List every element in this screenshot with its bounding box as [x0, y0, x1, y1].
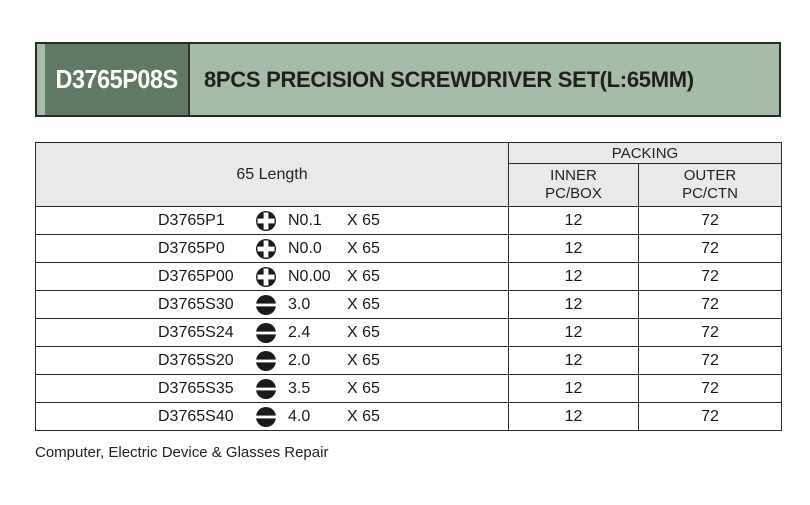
item-code: D3765S20 — [158, 352, 234, 369]
phillips-icon — [255, 238, 277, 260]
product-header — [35, 42, 781, 117]
spec-table — [35, 142, 782, 431]
item-code: D3765S24 — [158, 324, 234, 341]
outer-qty: 72 — [639, 291, 782, 319]
tip-size: 3.5 — [288, 380, 311, 397]
product-title: 8PCS PRECISION SCREWDRIVER SET(L:65MM) — [204, 66, 694, 92]
table-row — [36, 347, 782, 375]
inner-qty: 12 — [509, 235, 639, 263]
slotted-icon — [255, 294, 277, 316]
item-description — [36, 375, 509, 403]
inner-header — [509, 164, 639, 207]
inner-qty: 12 — [509, 263, 639, 291]
shaft-length: X 65 — [347, 296, 380, 313]
inner-header-text: INNER PC/BOX — [545, 167, 602, 202]
table-row — [36, 207, 782, 235]
item-code: D3765S40 — [158, 408, 234, 425]
inner-qty: 12 — [509, 403, 639, 431]
table-row — [36, 403, 782, 431]
tip-size: 3.0 — [288, 296, 311, 313]
shaft-length: X 65 — [347, 408, 380, 425]
table-row — [36, 291, 782, 319]
item-code: D3765S35 — [158, 380, 234, 397]
usage-note: Computer, Electric Device & Glasses Repair — [35, 444, 329, 461]
outer-qty: 72 — [639, 347, 782, 375]
item-description — [36, 207, 509, 235]
shaft-length: X 65 — [347, 268, 380, 285]
inner-qty: 12 — [509, 319, 639, 347]
item-code: D3765S30 — [158, 296, 234, 313]
length-header: 65 Length — [36, 143, 509, 207]
slotted-icon — [255, 406, 277, 428]
slotted-icon — [255, 350, 277, 372]
item-code: D3765P0 — [158, 240, 225, 257]
inner-qty: 12 — [509, 291, 639, 319]
shaft-length: X 65 — [347, 380, 380, 397]
shaft-length: X 65 — [347, 212, 380, 229]
item-description — [36, 347, 509, 375]
tip-size: N0.0 — [288, 240, 322, 257]
slotted-icon — [255, 378, 277, 400]
phillips-icon — [255, 266, 277, 288]
packing-header: PACKING — [509, 143, 782, 164]
item-description — [36, 263, 509, 291]
outer-qty: 72 — [639, 319, 782, 347]
tip-size: 4.0 — [288, 408, 311, 425]
phillips-icon — [255, 210, 277, 232]
inner-qty: 12 — [509, 347, 639, 375]
shaft-length: X 65 — [347, 240, 380, 257]
tip-size: 2.4 — [288, 324, 311, 341]
tip-size: N0.00 — [288, 268, 331, 285]
outer-qty: 72 — [639, 263, 782, 291]
product-code: D3765P08S — [45, 44, 190, 115]
item-description — [36, 291, 509, 319]
shaft-length: X 65 — [347, 324, 380, 341]
outer-header-text: OUTER PC/CTN — [682, 167, 738, 202]
outer-header — [639, 164, 782, 207]
item-code: D3765P1 — [158, 212, 225, 229]
outer-qty: 72 — [639, 403, 782, 431]
item-description — [36, 403, 509, 431]
inner-qty: 12 — [509, 207, 639, 235]
table-row — [36, 235, 782, 263]
table-row — [36, 263, 782, 291]
item-description — [36, 235, 509, 263]
tip-size: 2.0 — [288, 352, 311, 369]
item-description — [36, 319, 509, 347]
tip-size: N0.1 — [288, 212, 322, 229]
shaft-length: X 65 — [347, 352, 380, 369]
item-code: D3765P00 — [158, 268, 234, 285]
table-row — [36, 375, 782, 403]
inner-qty: 12 — [509, 375, 639, 403]
table-row — [36, 319, 782, 347]
outer-qty: 72 — [639, 207, 782, 235]
slotted-icon — [255, 322, 277, 344]
outer-qty: 72 — [639, 375, 782, 403]
outer-qty: 72 — [639, 235, 782, 263]
